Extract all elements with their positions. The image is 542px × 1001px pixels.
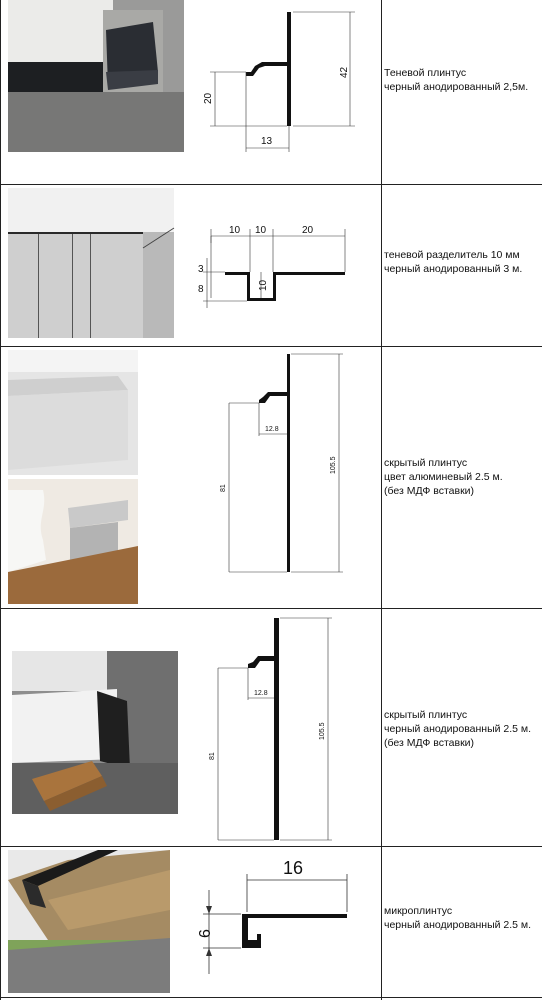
dimension-height-small: 81 <box>220 484 227 492</box>
dimension-height-small: 81 <box>209 752 216 760</box>
dimension-width: 16 <box>283 858 304 878</box>
dimension-lip: 12.8 <box>265 426 279 433</box>
description-line: черный анодированный 2.5 м. <box>384 723 532 735</box>
shadow-divider-photo <box>8 188 174 338</box>
description-line: черный анодированный 2,5м. <box>384 81 529 93</box>
product-description <box>384 66 528 94</box>
hidden-baseboard-aluminium-photo <box>8 350 138 604</box>
dimension-h2: 8 <box>198 284 204 295</box>
product-description <box>384 248 522 276</box>
table-border-bottom <box>0 997 542 998</box>
description-line: скрытый плинтус <box>384 457 468 469</box>
hidden-baseboard-black-photo <box>12 651 178 814</box>
table-column-divider <box>381 0 382 1000</box>
table-row-divider <box>0 184 542 185</box>
shadow-baseboard-profile-drawing <box>195 0 375 184</box>
shadow-baseboard-photo <box>8 0 184 152</box>
dimension-w1: 10 <box>229 225 241 236</box>
micro-baseboard-profile-drawing <box>195 850 375 996</box>
description-line: черный анодированный 3 м. <box>384 263 523 275</box>
description-line: цвет алюминевый 2.5 м. <box>384 471 503 483</box>
dimension-height-total: 42 <box>339 66 350 78</box>
table-row-divider <box>0 608 542 609</box>
product-description <box>384 904 531 932</box>
shadow-divider-profile-drawing <box>195 188 375 343</box>
dimension-depth: 10 <box>258 279 269 291</box>
description-line: скрытый плинтус <box>384 709 468 721</box>
description-line: черный анодированный 2.5 м. <box>384 919 532 931</box>
micro-baseboard-photo <box>8 850 170 993</box>
product-description <box>384 456 503 498</box>
dimension-h1: 3 <box>198 264 204 275</box>
description-line: (без МДФ вставки) <box>384 485 475 497</box>
dimension-w3: 20 <box>302 225 314 236</box>
table-row-divider <box>0 346 542 347</box>
description-line: (без МДФ вставки) <box>384 737 475 749</box>
description-line: Теневой плинтус <box>384 67 467 79</box>
dimension-height-small: 20 <box>203 92 214 104</box>
product-description <box>384 708 531 750</box>
dimension-width: 13 <box>261 136 273 147</box>
dimension-w2: 10 <box>255 225 267 236</box>
table-row-divider <box>0 846 542 847</box>
description-line: теневой разделитель 10 мм <box>384 249 520 261</box>
description-line: микроплинтус <box>384 905 453 917</box>
dimension-height-total: 105.5 <box>330 456 337 474</box>
dimension-height: 6 <box>197 929 214 938</box>
dimension-height-total: 105.5 <box>319 722 326 740</box>
dimension-lip: 12.8 <box>254 690 268 697</box>
table-border-left <box>0 0 1 1000</box>
hidden-baseboard-black-profile-drawing <box>210 612 375 842</box>
hidden-baseboard-aluminium-profile-drawing <box>215 350 375 604</box>
